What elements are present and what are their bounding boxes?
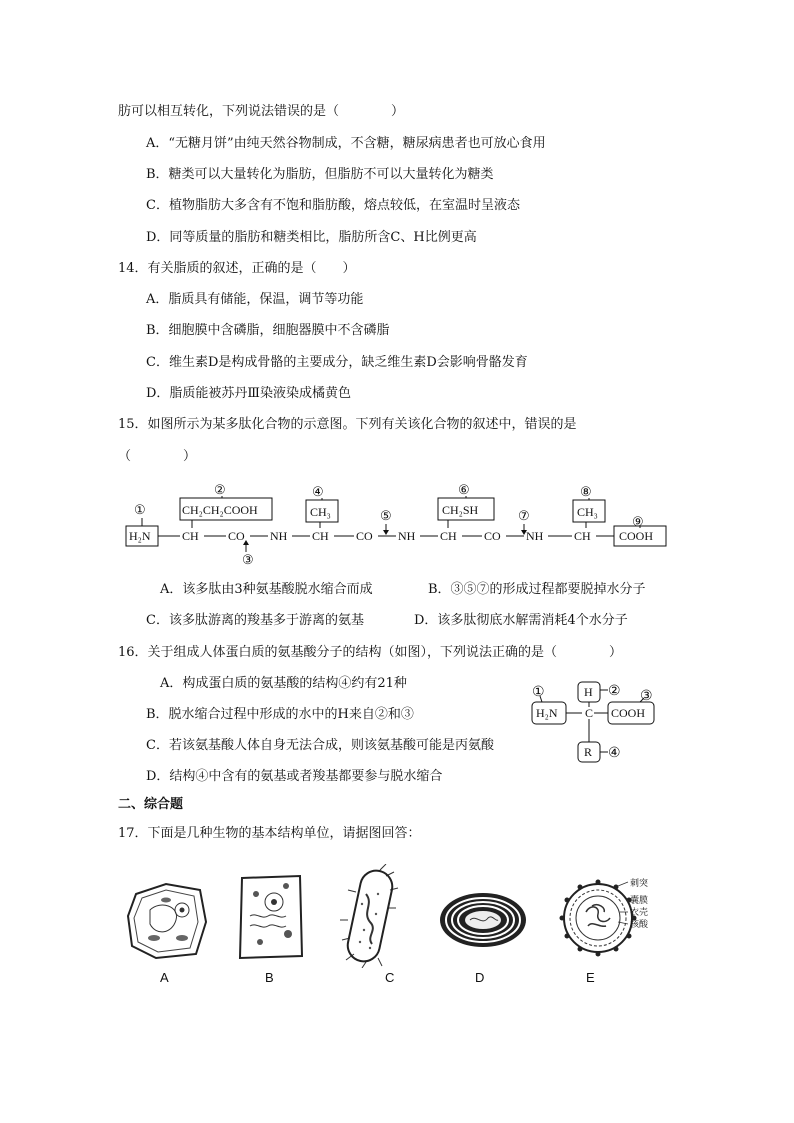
q16-option-c: C．若该氨基酸人体自身无法合成，则该氨基酸可能是丙氨酸 [146,738,494,753]
r-group-2: CH₃ [310,505,331,519]
aa-marker-4: ④ [608,746,621,761]
h2n-group: H₂N [129,529,151,543]
marker-1: ① [134,502,146,517]
r-group-3: CH₂SH [442,503,479,517]
q16-option-d: D．结构④中含有的氨基或者羧基都要参与脱水缩合 [146,769,443,784]
amino-acid-diagram [530,680,670,770]
amide-n-1: NH [270,529,288,543]
polypeptide-diagram [118,476,678,568]
section-heading: 二、综合题 [118,797,184,812]
blue-green-algae-drawing [438,890,528,950]
amide-n-2: NH [398,529,416,543]
carbonyl-3: CO [484,529,501,543]
carbonyl-2: CO [356,529,373,543]
q15-option-a: A．该多肽由3种氨基酸脱水缩合而成 [160,582,373,597]
q14-option-c: C．维生素D是构成骨骼的主要成分，缺乏维生素D会影响骨骼发育 [146,355,528,370]
plant-cell-drawing [126,880,210,960]
aa-central-carbon: C [585,706,594,720]
marker-2: ② [214,482,226,497]
q13-option-a: A．“无糖月饼”由纯天然谷物制成，不含糖，糖尿病患者也可放心食用 [146,136,546,151]
cell-label-b: B [265,970,274,985]
aa-marker-3: ③ [640,689,653,704]
virus-drawing [556,872,666,968]
marker-3: ③ [242,552,254,567]
alpha-carbon-1: CH [182,529,199,543]
q14-option-a: A．脂质具有储能，保温，调节等功能 [146,292,364,307]
animal-cell-drawing [236,872,306,962]
r-group-1: CH₂CH₂COOH [182,503,258,517]
cell-label-c: C [385,970,395,985]
q16-option-b: B．脱水缩合过程中形成的水中的H来自②和③ [146,707,414,722]
marker-4: ④ [312,484,324,499]
q16-option-a: A．构成蛋白质的氨基酸的结构④约有21种 [160,676,407,691]
r-group-4: CH₃ [577,505,598,519]
q17-stem: 17．下面是几种生物的基本结构单位，请据图回答： [118,826,421,841]
q13-option-b: B．糖类可以大量转化为脂肪，但脂肪不可以大量转化为糖类 [146,167,494,182]
q14-option-b: B．细胞膜中含磷脂，细胞器膜中不含磷脂 [146,323,390,338]
q15-stem-paren: （ ） [118,449,197,464]
marker-5: ⑤ [380,508,392,523]
marker-9: ⑨ [632,514,644,529]
q13-stem-tail: 肪可以相互转化，下列说法错误的是（ ） [118,104,405,119]
cell-label-a: A [160,970,169,985]
aa-amino-group: H₂N [536,706,558,720]
alpha-carbon-3: CH [440,529,457,543]
carbonyl-1: CO [228,529,245,543]
virus-label-nucleic-acid: 核酸 [630,919,649,929]
virus-label-envelope: 囊膜 [630,895,649,905]
cell-label-e: E [586,970,595,985]
marker-6: ⑥ [458,482,470,497]
cooh-group: COOH [619,529,654,543]
cell-label-d: D [475,970,485,985]
q15-option-c: C．该多肽游离的羧基多于游离的氨基 [146,613,364,628]
q15-option-d: D．该多肽彻底水解需消耗4个水分子 [414,613,628,628]
q13-option-c: C．植物脂肪大多含有不饱和脂肪酸，熔点较低，在室温时呈液态 [146,198,520,213]
aa-carboxyl-group: COOH [611,706,646,720]
aa-marker-2: ② [608,684,621,699]
aa-r-group: R [584,745,593,759]
aa-hydrogen: H [584,685,593,699]
alpha-carbon-2: CH [312,529,329,543]
marker-7: ⑦ [518,508,530,523]
q15-stem: 15．如图所示为某多肽化合物的示意图。下列有关该化合物的叙述中，错误的是 [118,417,577,432]
aa-marker-1: ① [532,685,545,700]
q14-option-d: D．脂质能被苏丹Ⅲ染液染成橘黄色 [146,386,351,401]
q16-stem: 16．关于组成人体蛋白质的氨基酸分子的结构（如图），下列说法正确的是（ ） [118,645,623,660]
bacterium-drawing [340,864,400,968]
virus-label-spike: 刺突 [630,878,649,888]
q14-stem: 14．有关脂质的叙述，正确的是（ ） [118,261,356,276]
alpha-carbon-4: CH [574,529,591,543]
virus-label-capsid: 衣壳 [630,907,649,917]
q13-option-d: D．同等质量的脂肪和糖类相比，脂肪所含C、H比例更高 [146,230,477,245]
amide-n-3: NH [526,529,544,543]
q15-option-b: B．③⑤⑦的形成过程都要脱掉水分子 [428,582,646,597]
marker-8: ⑧ [580,484,592,499]
